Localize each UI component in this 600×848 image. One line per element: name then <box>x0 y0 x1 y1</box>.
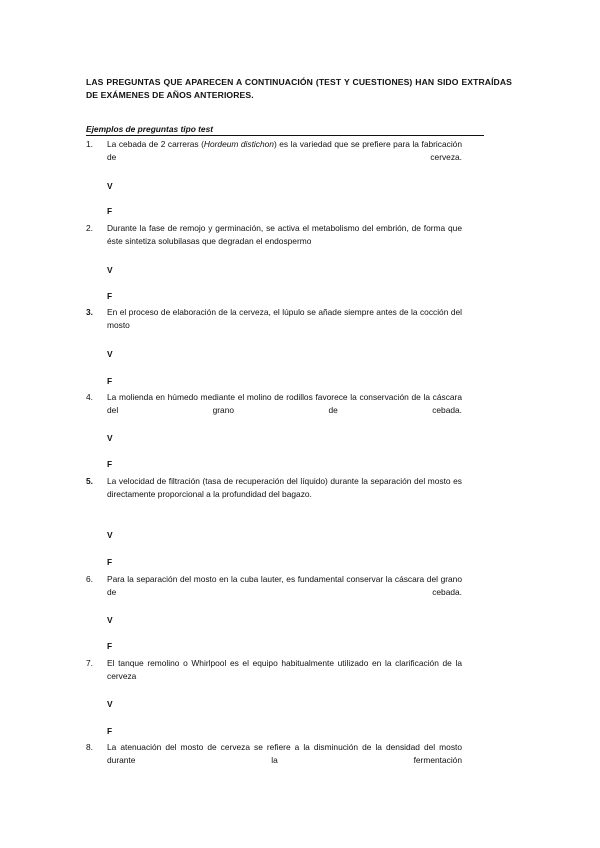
option-false[interactable]: F <box>107 726 113 736</box>
question-text: En el proceso de elaboración de la cerveza, el lúpulo se añade siempre antes de la cocción del mosto <box>107 307 462 330</box>
option-true[interactable]: V <box>107 181 113 191</box>
question-text: Durante la fase de remojo y germinación, se activa el metabolismo del embrión, de forma que éste sintetiza solubilasas que degradan el endospermo <box>107 223 462 246</box>
question-text: La atenuación del mosto de cerveza se refiere a la disminución de la densidad del mosto durante la fermentación <box>107 742 462 765</box>
question-number: 1. <box>86 139 93 149</box>
option-true[interactable]: V <box>107 433 113 443</box>
question-text: El tanque remolino o Whirlpool es el equipo habitualmente utilizado en la clarificación de la cerveza <box>107 658 462 681</box>
question-number: 7. <box>86 658 93 668</box>
option-true[interactable]: V <box>107 349 113 359</box>
option-false[interactable]: F <box>107 291 113 301</box>
question-text: La cebada de 2 carreras (Hordeum distichon) es la variedad que se prefiere para la fabricación de cerveza. <box>107 139 462 162</box>
question-text: La molienda en húmedo mediante el molino de rodillos favorece la conservación de la cáscara del grano de cebada. <box>107 392 462 415</box>
option-false[interactable]: F <box>107 459 113 469</box>
option-false[interactable]: F <box>107 557 113 567</box>
question-number: 5. <box>86 476 93 486</box>
option-true[interactable]: V <box>107 699 113 709</box>
question-number: 6. <box>86 574 93 584</box>
section-subtitle: Ejemplos de preguntas tipo test <box>86 124 484 136</box>
question-text: La velocidad de filtración (tasa de recuperación del líquido) durante la separación del mosto es directamente proporcional a la profundidad del bagazo. <box>107 476 462 499</box>
document-heading: LAS PREGUNTAS QUE APARECEN A CONTINUACIÓN (TEST Y CUESTIONES) HAN SIDO EXTRAÍDAS DE EXÁMENES DE AÑOS ANTERIORES. <box>86 77 512 100</box>
question-number: 4. <box>86 392 93 402</box>
question-number: 2. <box>86 223 93 233</box>
question-number: 3. <box>86 307 93 317</box>
question-number: 8. <box>86 742 93 752</box>
option-true[interactable]: V <box>107 615 113 625</box>
option-true[interactable]: V <box>107 265 113 275</box>
question-text: Para la separación del mosto en la cuba lauter, es fundamental conservar la cáscara del grano de cebada. <box>107 574 462 597</box>
option-false[interactable]: F <box>107 376 113 386</box>
option-false[interactable]: F <box>107 206 113 216</box>
species-name: Hordeum distichon <box>203 139 274 149</box>
option-true[interactable]: V <box>107 530 113 540</box>
option-false[interactable]: F <box>107 641 113 651</box>
